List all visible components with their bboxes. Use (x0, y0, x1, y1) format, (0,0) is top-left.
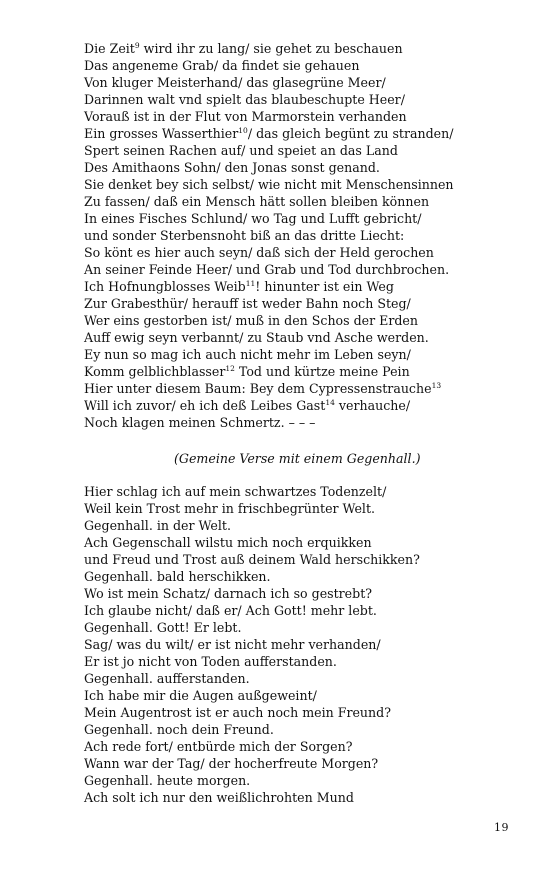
verse-line: Wo ist mein Schatz/ darnach ich so gestrebt? (84, 586, 373, 601)
verse-text: Darinnen walt vnd spielt das blaubeschupte Heer/ (84, 92, 405, 107)
footnote-marker: 10 (238, 126, 248, 135)
verse-text: Auff ewig seyn verbannt/ zu Staub vnd Asche werden. (84, 330, 429, 345)
footnote-marker: 11 (245, 279, 256, 288)
verse-text: In eines Fisches Schlund/ wo Tag und Lufft gebricht/ (84, 211, 422, 226)
echo-line: Gegenhall. heute morgen. (84, 773, 251, 788)
verse-line (84, 74, 524, 91)
verse-line (84, 329, 524, 346)
verse-line: Ich habe mir die Augen außgeweint/ (84, 688, 317, 703)
verse-line (84, 108, 524, 125)
verse-text: und sonder Sterbensnoht biß an das dritte Liecht: (84, 228, 405, 243)
verse-line (84, 159, 524, 176)
poem-stanza-echo (84, 483, 524, 806)
echo-line: Gegenhall. noch dein Freund. (84, 722, 274, 737)
verse-line (84, 261, 524, 278)
verse-text: Vorauß ist in der Flut von Marmorstein verhanden (84, 109, 407, 124)
verse-text: Komm gelblichblasser (84, 364, 226, 379)
verse-line (84, 278, 524, 295)
verse-text: / das gleich begünt zu stranden/ (247, 126, 454, 141)
footnote-marker: 12 (225, 364, 235, 373)
verse-line (84, 91, 524, 108)
verse-line: Ach Gegenschall wilstu mich noch erquikken (84, 535, 372, 550)
verse-line: Sag/ was du wilt/ er ist nicht mehr verhanden/ (84, 637, 381, 652)
verse-text: Ich Hofnungblosses Weib (84, 279, 246, 294)
verse-text: So könt es hier auch seyn/ daß sich der Held gerochen (84, 245, 434, 260)
verse-text: Noch klagen meinen Schmertz. – – – (84, 415, 316, 430)
footnote-marker: 14 (325, 398, 335, 407)
verse-line (84, 210, 524, 227)
verse-line: Weil kein Trost mehr in frischbegrünter Welt. (84, 501, 376, 516)
echo-line: Gegenhall. in der Welt. (84, 518, 231, 533)
verse-text: wird ihr zu lang/ sie gehet zu beschauen (139, 41, 403, 56)
verse-line (84, 40, 524, 57)
page-number: 19 (494, 821, 509, 834)
verse-line (84, 227, 524, 244)
verse-line (84, 380, 524, 397)
verse-line (84, 414, 524, 431)
verse-line: Er ist jo nicht von Toden aufferstanden. (84, 654, 337, 669)
verse-text: Sie denket bey sich selbst/ wie nicht mit Menschensinnen (84, 177, 454, 192)
verse-line: Hier schlag ich auf mein schwartzes Todenzelt/ (84, 484, 387, 499)
verse-line: Wann war der Tag/ der hocherfreute Morgen? (84, 756, 379, 771)
verse-line (84, 312, 524, 329)
verse-line (84, 244, 524, 261)
verse-line: Ach rede fort/ entbürde mich der Sorgen? (84, 739, 353, 754)
verse-line (84, 397, 524, 414)
verse-text: Spert seinen Rachen auf/ und speiet an das Land (84, 143, 398, 158)
verse-text: Des Amithaons Sohn/ den Jonas sonst genand. (84, 160, 380, 175)
verse-text: ! hinunter ist ein Weg (255, 279, 394, 294)
echo-line: Gegenhall. Gott! Er lebt. (84, 620, 242, 635)
footnote-marker: 13 (431, 381, 442, 390)
verse-line (84, 193, 524, 210)
verse-text: Die Zeit (84, 41, 135, 56)
verse-line (84, 57, 524, 74)
verse-line (84, 363, 524, 380)
verse-line: Mein Augentrost ist er auch noch mein Freund? (84, 705, 391, 720)
verse-line (84, 346, 524, 363)
verse-text: Wer eins gestorben ist/ muß in den Schos der Erden (84, 313, 418, 328)
verse-text: Tod und kürtze meine Pein (234, 364, 410, 379)
footnote-marker: 9 (134, 41, 140, 50)
verse-text: Zu fassen/ daß ein Mensch hätt sollen bleiben können (84, 194, 430, 209)
verse-line: Ach solt ich nur den weißlichrohten Mund (84, 790, 354, 805)
verse-text: Zur Grabesthür/ herauff ist weder Bahn noch Steg/ (84, 296, 411, 311)
verse-text: Das angeneme Grab/ da findet sie gehauen (84, 58, 360, 73)
verse-line (84, 142, 524, 159)
verse-line: Ich glaube nicht/ daß er/ Ach Gott! mehr lebt. (84, 603, 377, 618)
verse-text: verhauche/ (334, 398, 411, 413)
verse-text: Will ich zuvor/ eh ich deß Leibes Gast (84, 398, 326, 413)
verse-text: An seiner Feinde Heer/ und Grab und Tod durchbrochen. (84, 262, 450, 277)
verse-text: Von kluger Meisterhand/ das glasegrüne Meer/ (84, 75, 386, 90)
poem-stanza-lament (84, 40, 524, 431)
verse-text: Hier unter diesem Baum: Bey dem Cypressenstrauche (84, 381, 432, 396)
echo-line: Gegenhall. aufferstanden. (84, 671, 250, 686)
verse-text: Ey nun so mag ich auch nicht mehr im Leben seyn/ (84, 347, 411, 362)
verse-line (84, 125, 524, 142)
verse-line: und Freud und Trost auß deinem Wald herschikken? (84, 552, 420, 567)
verse-text: Ein grosses Wasserthier (84, 126, 239, 141)
verse-line (84, 295, 524, 312)
section-heading: (Gemeine Verse mit einem Gegenhall.) (174, 451, 421, 466)
verse-line (84, 176, 524, 193)
echo-line: Gegenhall. bald herschikken. (84, 569, 271, 584)
